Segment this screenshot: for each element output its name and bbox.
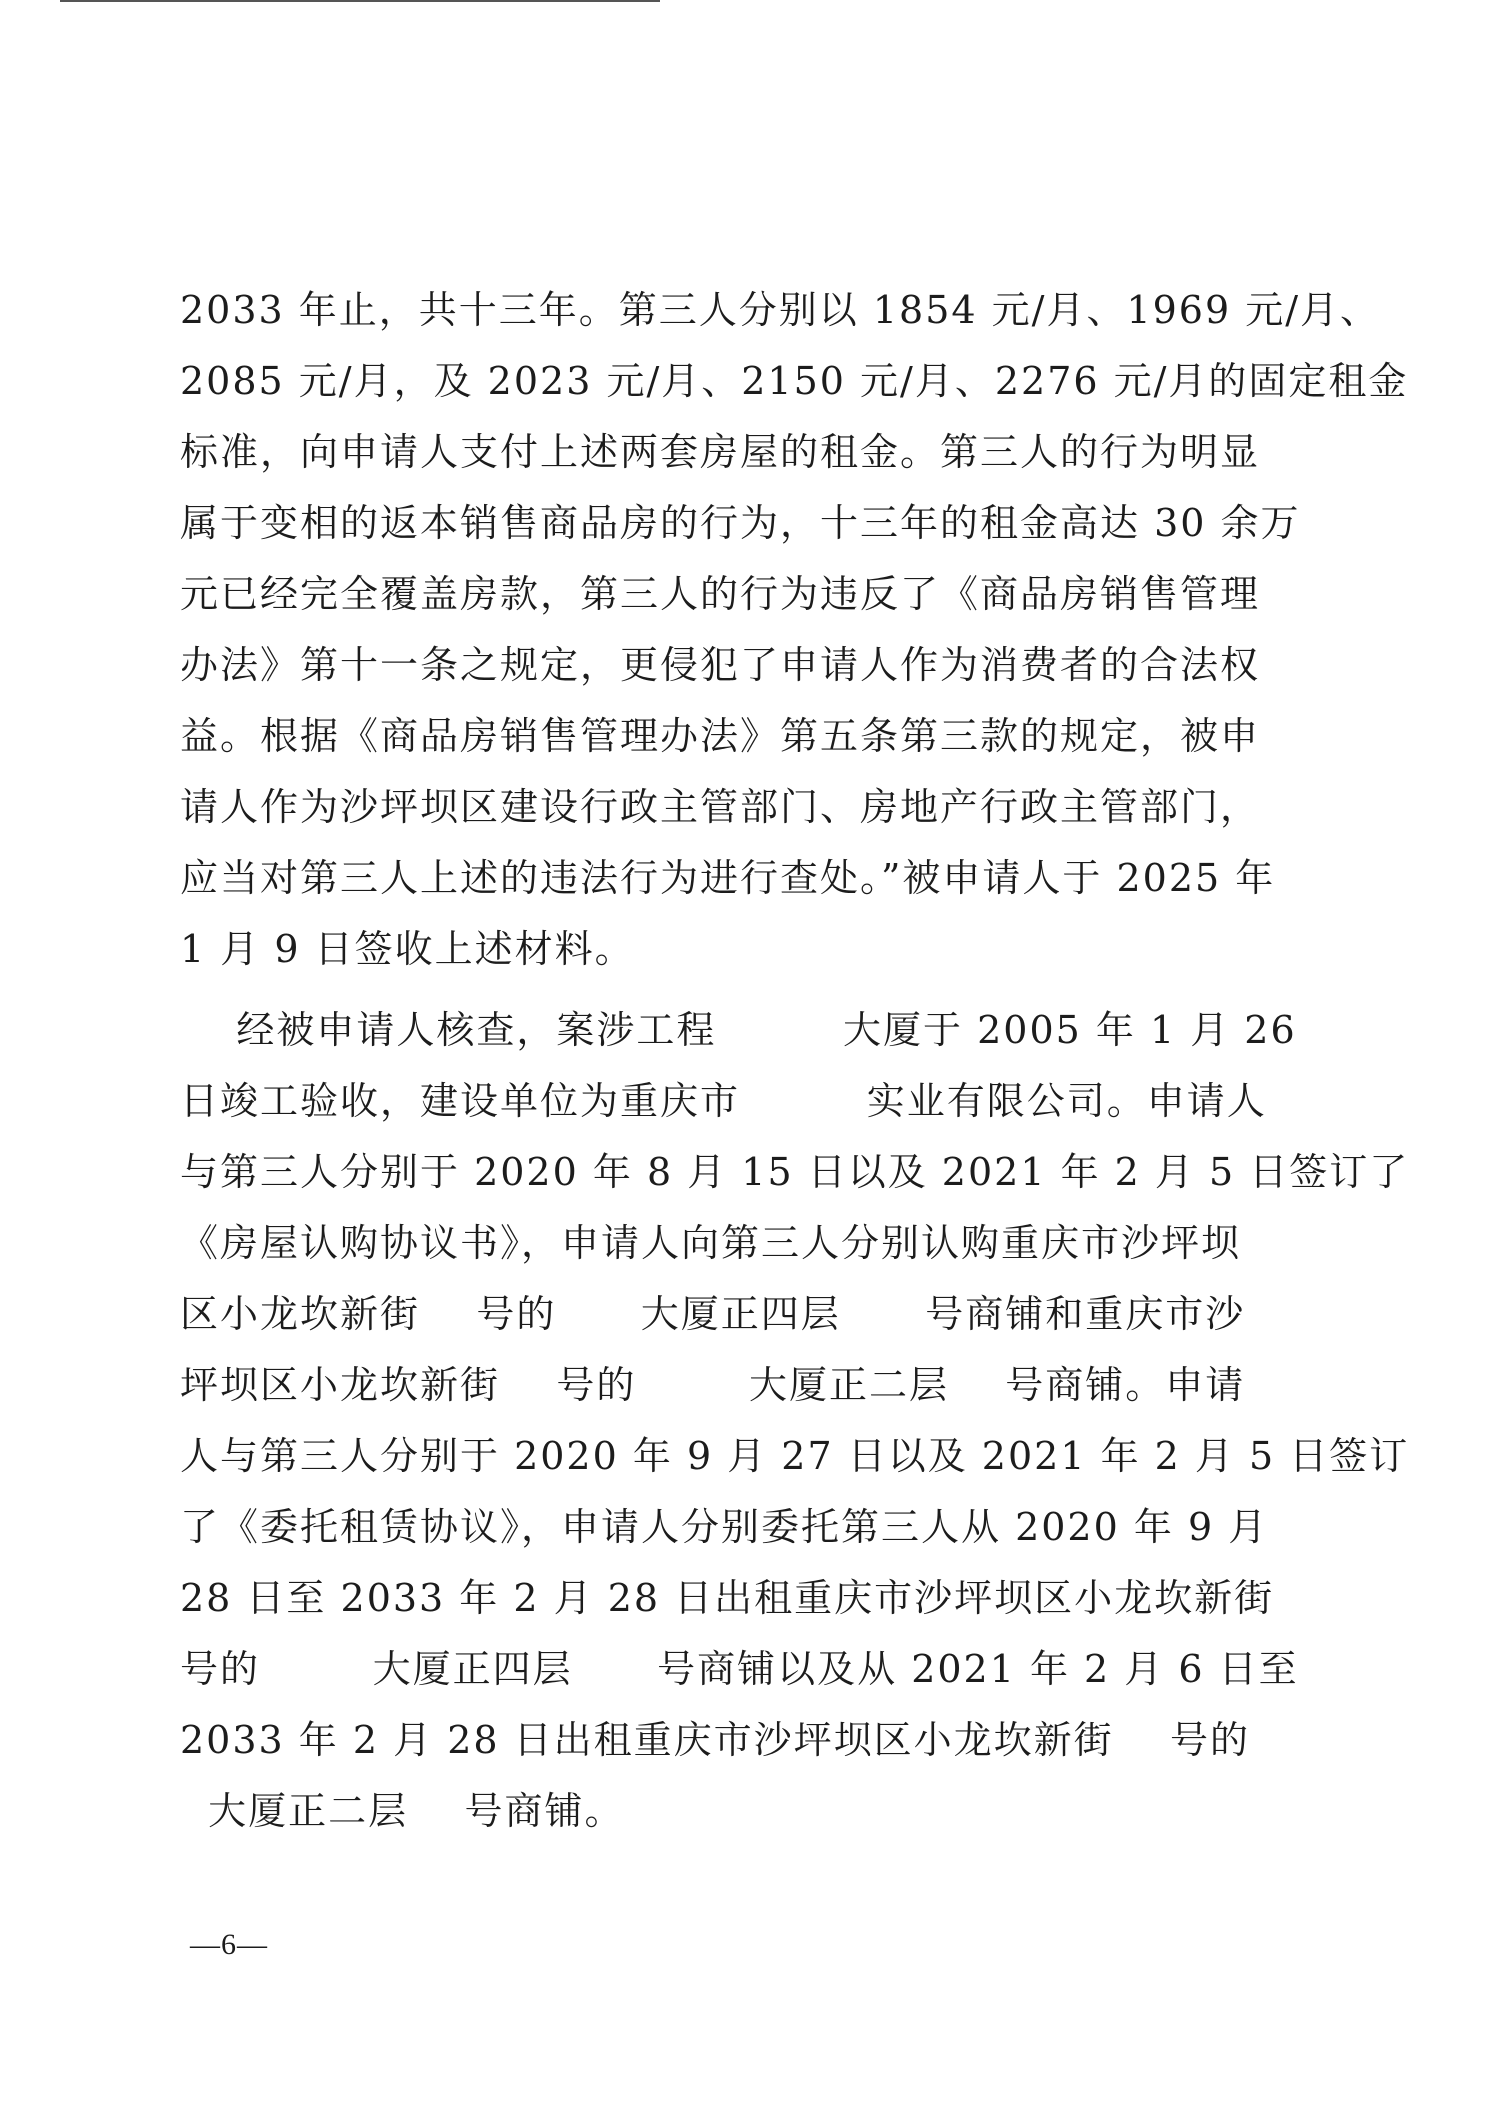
text-line: 1 月 9 日签收上述材料。 — [180, 927, 635, 971]
document-body — [180, 275, 1410, 1847]
text-line: 号的 大厦正四层 号商铺以及从 2021 年 2 月 6 日至 — [180, 1647, 1299, 1691]
text-line: 大厦正二层 号商铺。 — [180, 1789, 625, 1833]
text-line: 标准，向申请人支付上述两套房屋的租金。第三人的行为明显 — [180, 430, 1261, 474]
text-line: 《房屋认购协议书》，申请人向第三人分别认购重庆市沙坪坝 — [180, 1221, 1242, 1265]
text-line: 益。根据《商品房销售管理办法》第五条第三款的规定，被申 — [180, 714, 1261, 758]
text-line: 28 日至 2033 年 2 月 28 日出租重庆市沙坪坝区小龙坎新街 — [180, 1576, 1275, 1620]
text-line: 经被申请人核查，案涉工程 大厦于 2005 年 1 月 26 — [180, 1008, 1297, 1052]
paragraph-2 — [180, 995, 1410, 1847]
text-line: 2033 年 2 月 28 日出租重庆市沙坪坝区小龙坎新街 号的 — [180, 1718, 1250, 1762]
top-edge-rule — [60, 0, 660, 2]
text-line: 2033 年止，共十三年。第三人分别以 1854 元/月、1969 元/月、 — [180, 288, 1381, 332]
paragraph-gap — [180, 985, 1300, 995]
text-line: 办法》第十一条之规定，更侵犯了申请人作为消费者的合法权 — [180, 643, 1261, 687]
page-number: —6— — [190, 1928, 268, 1961]
text-line: 请人作为沙坪坝区建设行政主管部门、房地产行政主管部门， — [180, 785, 1261, 829]
paragraph-1 — [180, 275, 1409, 985]
text-line: 坪坝区小龙坎新街 号的 大厦正二层 号商铺。申请 — [180, 1363, 1246, 1407]
text-line: 元已经完全覆盖房款，第三人的行为违反了《商品房销售管理 — [180, 572, 1261, 616]
text-line: 属于变相的返本销售商品房的行为，十三年的租金高达 30 余万 — [180, 501, 1301, 545]
text-line: 2085 元/月，及 2023 元/月、2150 元/月、2276 元/月的固定租金 — [180, 359, 1409, 403]
text-line: 日竣工验收，建设单位为重庆市 实业有限公司。申请人 — [180, 1079, 1267, 1123]
text-line: 了《委托租赁协议》，申请人分别委托第三人从 2020 年 9 月 — [180, 1505, 1269, 1549]
text-line: 应当对第三人上述的违法行为进行查处。”被申请人于 2025 年 — [180, 856, 1276, 900]
text-line: 与第三人分别于 2020 年 8 月 15 日以及 2021 年 2 月 5 日签订了 — [180, 1150, 1410, 1194]
text-line: 人与第三人分别于 2020 年 9 月 27 日以及 2021 年 2 月 5 日签订 — [180, 1434, 1410, 1478]
text-line: 区小龙坎新街 号的 大厦正四层 号商铺和重庆市沙 — [180, 1292, 1246, 1336]
